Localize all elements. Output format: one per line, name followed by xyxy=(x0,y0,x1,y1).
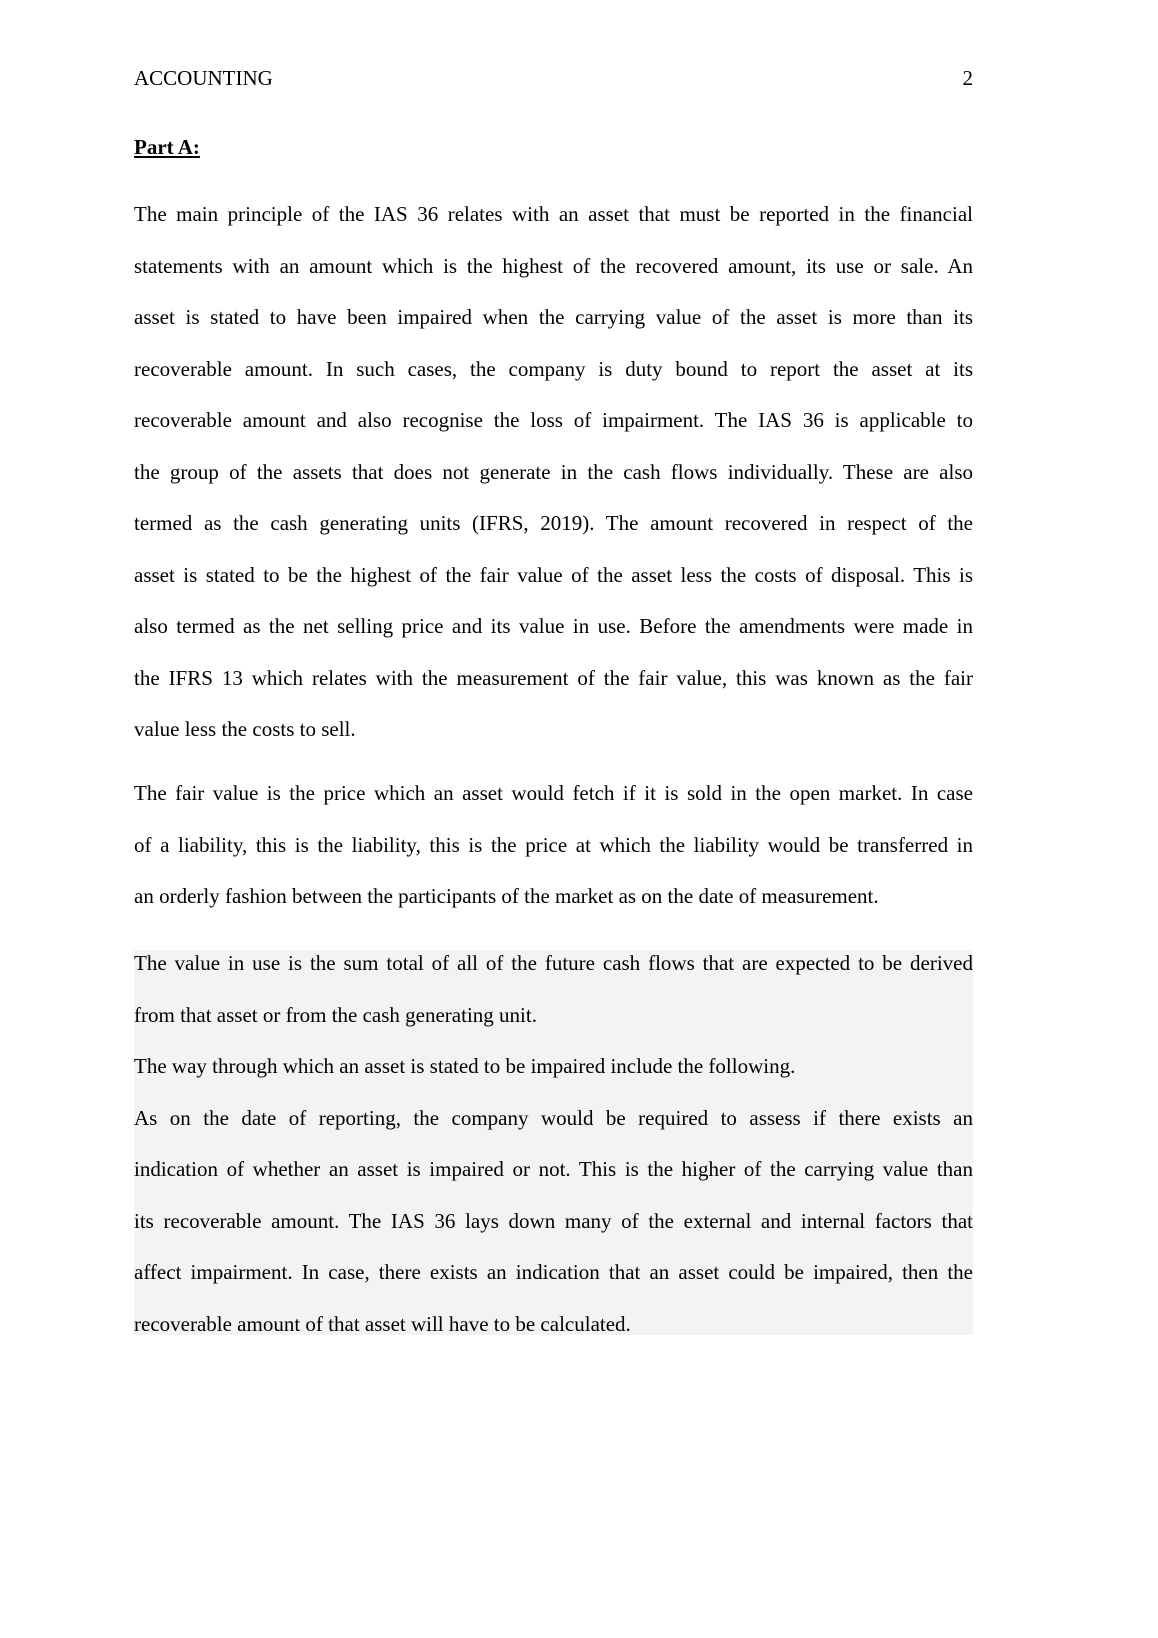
text-line: asset is stated to be the highest of the fair value of the asset less the costs of disposal. This is xyxy=(134,562,973,587)
running-header: ACCOUNTING xyxy=(134,66,273,90)
text-line: from that asset or from the cash generating unit. xyxy=(134,1002,537,1027)
paragraph-value-in-use xyxy=(134,950,973,1335)
text-line: value less the costs to sell. xyxy=(134,717,356,741)
text-line: termed as the cash generating units (IFRS, 2019). The amount recovered in respect of the xyxy=(134,511,973,535)
text-line: affect impairment. In case, there exists an indication that an asset could be impaired, then the xyxy=(134,1260,973,1284)
text-line: recoverable amount of that asset will have to be calculated. xyxy=(134,1311,631,1336)
text-line: of a liability, this is the liability, this is the price at which the liability would be transferred in xyxy=(134,832,973,857)
text-line: recoverable amount. In such cases, the company is duty bound to report the asset at its xyxy=(134,356,973,381)
text-line: The way through which an asset is stated to be impaired include the following. xyxy=(134,1054,796,1078)
text-line: asset is stated to have been impaired when the carrying value of the asset is more than its xyxy=(134,305,973,329)
text-line: The main principle of the IAS 36 relates with an asset that must be reported in the financial xyxy=(134,202,973,226)
text-line: its recoverable amount. The IAS 36 lays down many of the external and internal factors that xyxy=(134,1208,973,1233)
text-line: The value in use is the sum total of all of the future cash flows that are expected to be derived xyxy=(134,951,973,975)
page-number: 2 xyxy=(962,66,973,90)
text-line: an orderly fashion between the participants of the market as on the date of measurement. xyxy=(134,884,879,908)
text-line: the group of the assets that does not generate in the cash flows individually. These are also xyxy=(134,459,973,484)
text-line: recoverable amount and also recognise the loss of impairment. The IAS 36 is applicable to xyxy=(134,408,973,432)
text-line: statements with an amount which is the highest of the recovered amount, its use or sale. An xyxy=(134,253,973,278)
section-title: Part A: xyxy=(134,135,200,159)
text-line: The fair value is the price which an asset would fetch if it is sold in the open market. In case xyxy=(134,781,973,805)
text-line: indication of whether an asset is impaired or not. This is the higher of the carrying value than xyxy=(134,1157,973,1181)
text-line: also termed as the net selling price and its value in use. Before the amendments were made in xyxy=(134,614,973,638)
paragraph-fair-value xyxy=(134,781,973,936)
paragraph-ias36-principle xyxy=(134,202,973,769)
text-line: the IFRS 13 which relates with the measurement of the fair value, this was known as the fair xyxy=(134,665,973,690)
text-line: As on the date of reporting, the company would be required to assess if there exists an xyxy=(134,1105,973,1130)
